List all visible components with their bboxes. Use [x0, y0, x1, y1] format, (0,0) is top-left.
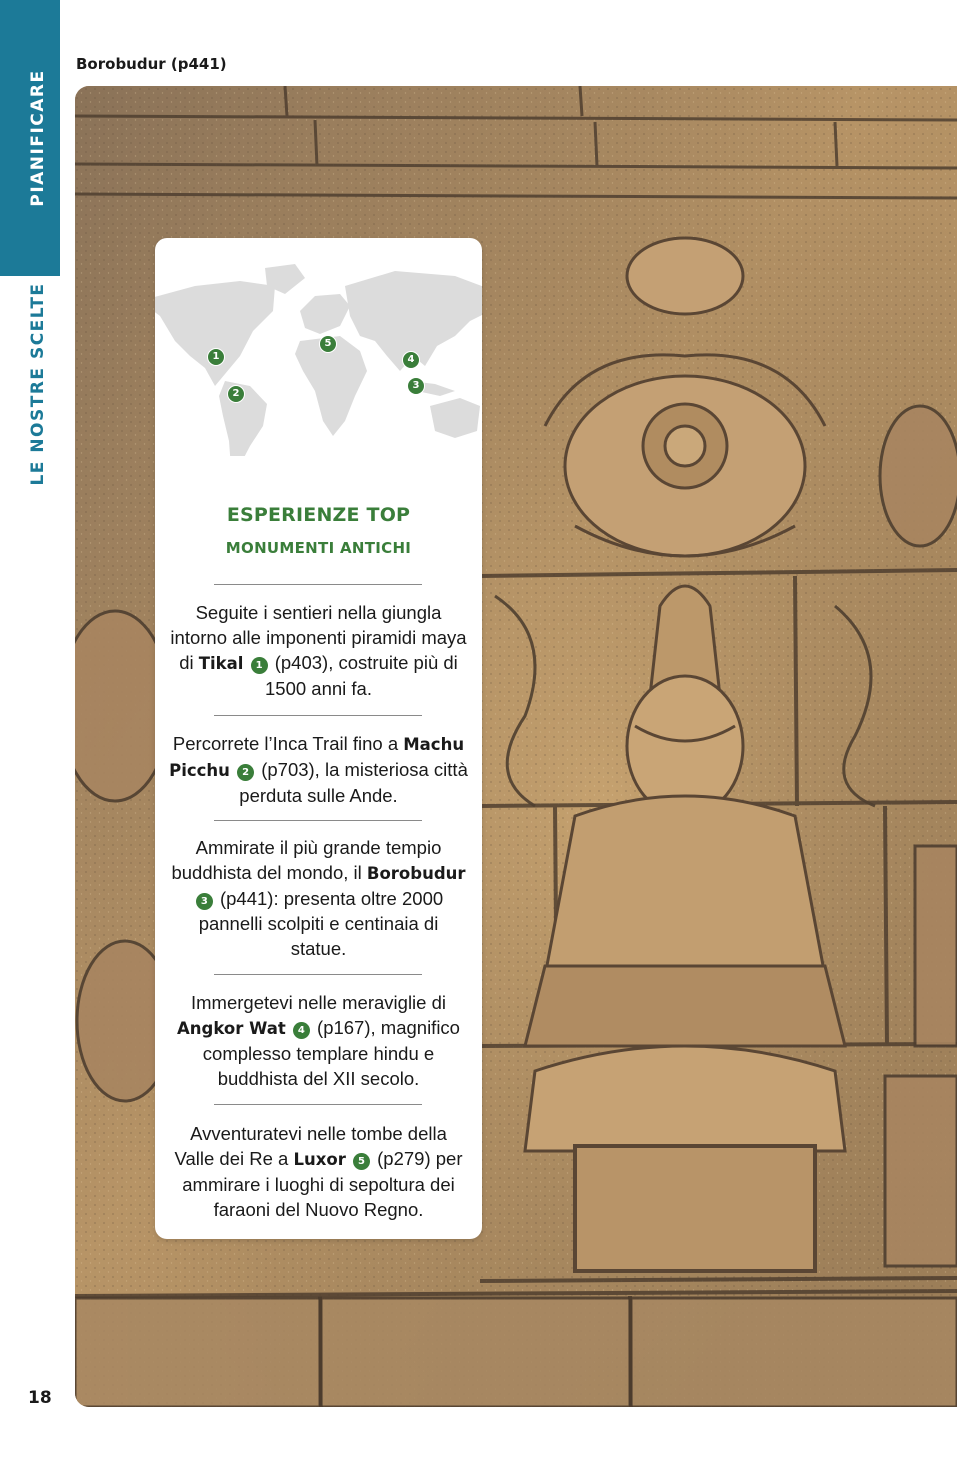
place-name: Tikal [198, 654, 244, 673]
entry-angkor-wat [169, 990, 468, 1091]
entry-luxor [169, 1121, 468, 1222]
entry-number-badge: 5 [353, 1153, 370, 1170]
entry-text: Seguite i sentieri nella giungla intorno alle imponenti piramidi maya di [170, 602, 467, 673]
top-experiences-card [155, 238, 482, 1239]
entry-text: Percorrete l’Inca Trail fino a [172, 733, 404, 754]
divider [214, 974, 422, 975]
divider [214, 1104, 422, 1105]
entry-text: (p167), magnifico complesso templare hindu e buddhista del XII secolo. [202, 1017, 460, 1089]
place-name: Machu Picchu [169, 735, 465, 780]
entry-tikal [169, 600, 468, 701]
place-name: Angkor Wat [177, 1019, 286, 1038]
entry-text: Immergetevi nelle meraviglie di [191, 992, 446, 1013]
entry-machu-picchu [169, 731, 468, 808]
divider [214, 584, 422, 585]
divider [214, 715, 422, 716]
entry-text: (p441): presenta oltre 2000 pannelli scolpiti e centinaia di statue. [198, 888, 444, 959]
world-map-silhouette [155, 256, 482, 456]
card-title: ESPERIENZE TOP [226, 504, 411, 526]
photo-caption: Borobudur (p441) [76, 55, 227, 73]
entry-borobudur [169, 835, 468, 961]
divider [214, 820, 422, 821]
entry-text: (p403), costruite più di 1500 anni fa. [265, 652, 458, 699]
map-marker-luxor: 5 [319, 335, 337, 353]
entry-number-badge: 1 [251, 657, 268, 674]
section-tab-label: PIANIFICARE [28, 69, 48, 207]
entry-text: (p279) per ammirare i luoghi di sepoltura dei faraoni del Nuovo Regno. [182, 1148, 463, 1220]
entry-number-badge: 3 [196, 893, 213, 910]
chapter-label: LE NOSTRE SCELTE [28, 282, 48, 486]
map-marker-machu-picchu: 2 [227, 385, 245, 403]
entry-number-badge: 4 [293, 1022, 310, 1039]
map-marker-borobudur: 3 [407, 377, 425, 395]
card-subtitle: MONUMENTI ANTICHI [225, 539, 412, 557]
section-tab [0, 0, 60, 276]
place-name: Luxor [293, 1150, 346, 1169]
map-marker-angkor-wat: 4 [402, 351, 420, 369]
entry-text: Ammirate il più grande tempio buddhista del mondo, il [171, 837, 442, 883]
entry-text: Avventuratevi nelle tombe della Valle dei Re a [174, 1123, 447, 1169]
page-number: 18 [28, 1388, 52, 1408]
map-marker-tikal: 1 [207, 348, 225, 366]
place-name: Borobudur [366, 864, 466, 883]
world-map [155, 256, 482, 456]
entry-text: (p703), la misteriosa città perduta sulle Ande. [239, 759, 468, 806]
entry-number-badge: 2 [237, 764, 254, 781]
